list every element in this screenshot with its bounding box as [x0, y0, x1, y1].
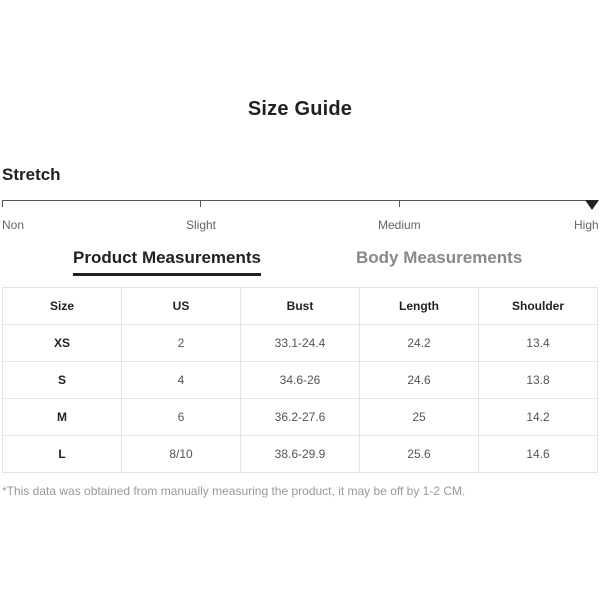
cell-us: 8/10: [122, 436, 241, 473]
cell-us: 2: [122, 325, 241, 362]
cell-shoulder: 14.6: [479, 436, 598, 473]
cell-size: L: [3, 436, 122, 473]
cell-bust: 33.1-24.4: [241, 325, 360, 362]
stretch-level-non: Non: [2, 218, 25, 232]
cell-us: 6: [122, 399, 241, 436]
table-row: [3, 362, 598, 399]
size-table: [2, 287, 598, 473]
header-shoulder: Shoulder: [479, 288, 598, 325]
stretch-marker-icon: [585, 200, 599, 210]
cell-size: M: [3, 399, 122, 436]
header-length: Length: [360, 288, 479, 325]
table-row: [3, 436, 598, 473]
stretch-tick-medium: [399, 200, 400, 207]
stretch-level-medium: Medium: [378, 218, 421, 232]
header-size: Size: [3, 288, 122, 325]
stretch-label: Stretch: [2, 165, 61, 184]
table-header-row: [3, 288, 598, 325]
tab-body-measurements[interactable]: Body Measurements: [356, 248, 523, 267]
page-title: Size Guide: [247, 98, 353, 120]
cell-bust: 34.6-26: [241, 362, 360, 399]
table-row: [3, 399, 598, 436]
measurement-note: *This data was obtained from manually measuring the product, it may be off by 1-2 CM.: [2, 484, 466, 498]
stretch-level-slight: Slight: [186, 218, 217, 232]
header-us: US: [122, 288, 241, 325]
table-row: [3, 325, 598, 362]
stretch-tick-non: [2, 200, 3, 207]
cell-length: 25: [360, 399, 479, 436]
cell-size: S: [3, 362, 122, 399]
cell-length: 25.6: [360, 436, 479, 473]
cell-size: XS: [3, 325, 122, 362]
cell-length: 24.6: [360, 362, 479, 399]
stretch-scale-line: [2, 200, 592, 201]
cell-shoulder: 13.8: [479, 362, 598, 399]
header-bust: Bust: [241, 288, 360, 325]
tab-product-measurements[interactable]: Product Measurements: [73, 248, 261, 276]
cell-length: 24.2: [360, 325, 479, 362]
cell-bust: 38.6-29.9: [241, 436, 360, 473]
cell-shoulder: 14.2: [479, 399, 598, 436]
cell-shoulder: 13.4: [479, 325, 598, 362]
cell-bust: 36.2-27.6: [241, 399, 360, 436]
cell-us: 4: [122, 362, 241, 399]
stretch-level-high: High: [574, 218, 599, 232]
stretch-tick-slight: [200, 200, 201, 207]
